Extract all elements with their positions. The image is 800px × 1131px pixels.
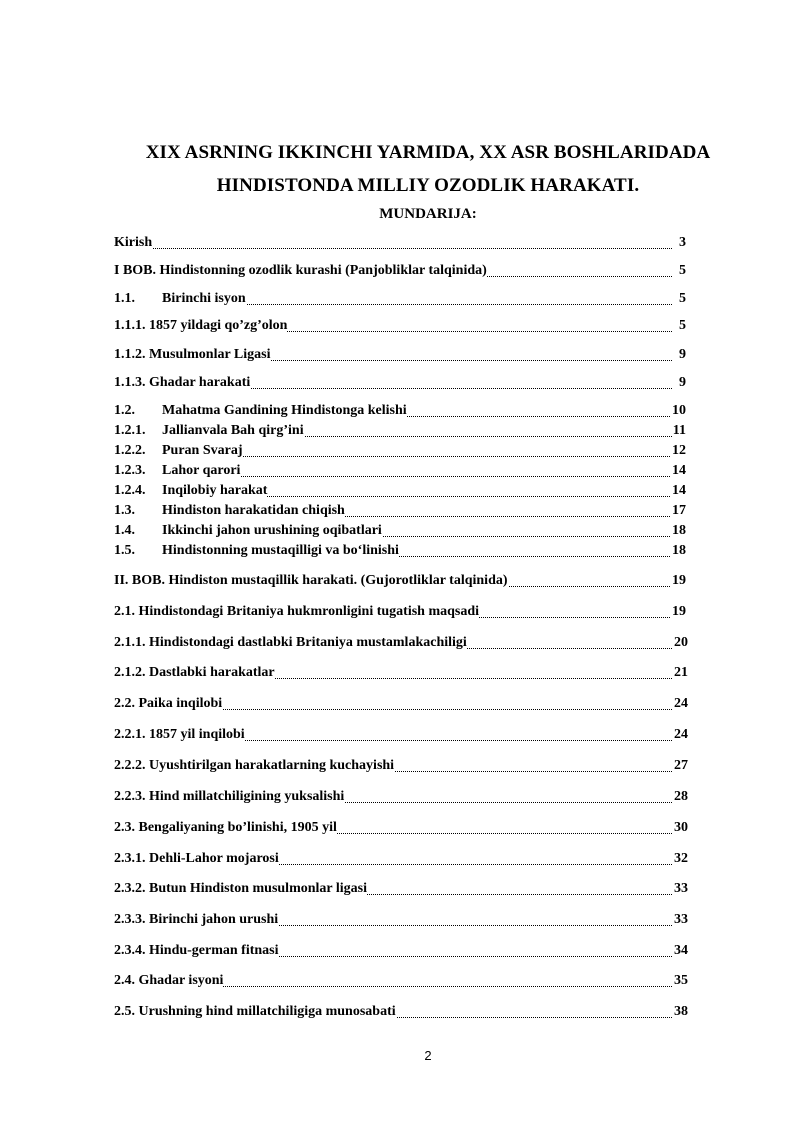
- toc-entry-label: [114, 235, 152, 250]
- toc-entry[interactable]: [114, 819, 688, 837]
- toc-entry-page: 11: [672, 423, 686, 438]
- toc-entry-text: Kirish: [114, 235, 153, 250]
- toc-entry-page: 28: [674, 789, 688, 804]
- toc-entry-number: 1.2.2.: [114, 443, 146, 458]
- toc-entry[interactable]: [114, 422, 686, 440]
- toc-entry-label: [114, 881, 367, 896]
- toc-dot-leader: [114, 248, 672, 249]
- toc-entry-page: 3: [679, 235, 686, 250]
- toc-entry-page: 32: [674, 851, 688, 866]
- toc-entry-text: Hindiston harakatidan chiqish: [162, 503, 345, 518]
- toc-entry[interactable]: [114, 634, 688, 652]
- toc-entry-text: Puran Svaraj: [162, 443, 243, 458]
- toc-entry[interactable]: [114, 726, 688, 744]
- toc-entry[interactable]: [114, 462, 686, 480]
- toc-entry[interactable]: [114, 402, 686, 420]
- toc-entry-number: 1.4.: [114, 523, 135, 538]
- toc-entry[interactable]: [114, 442, 686, 460]
- toc-entry-page: 5: [679, 263, 686, 278]
- toc-entry-page: 24: [674, 696, 688, 711]
- toc-entry-text: 2.3.4. Hindu-german fitnasi: [114, 943, 279, 958]
- toc-entry-label: [114, 665, 275, 680]
- toc-entry[interactable]: [114, 1003, 688, 1021]
- toc-entry[interactable]: [114, 482, 686, 500]
- toc-entry[interactable]: [114, 262, 686, 280]
- toc-entry-text: 2.3.3. Birinchi jahon urushi: [114, 912, 279, 927]
- toc-entry-text: 2.2.3. Hind millatchiligining yuksalishi: [114, 789, 345, 804]
- toc-entry-label: [114, 789, 344, 804]
- toc-entry-page: 34: [674, 943, 688, 958]
- toc-entry-text: 2.2. Paika inqilobi: [114, 696, 223, 711]
- toc-entry[interactable]: [114, 346, 686, 364]
- toc-entry-label: [114, 1004, 396, 1019]
- toc-entry-page: 33: [674, 912, 688, 927]
- page-number: 2: [424, 1048, 432, 1063]
- toc-entry-text: Jallianvala Bah qirg’ini: [162, 423, 304, 438]
- toc-entry-label: [114, 696, 222, 711]
- toc-entry-number: 1.5.: [114, 543, 135, 558]
- toc-entry-page: 30: [674, 820, 688, 835]
- toc-entry-label: [114, 727, 245, 742]
- toc-entry[interactable]: [114, 317, 686, 335]
- toc-entry-label: [114, 443, 243, 458]
- toc-entry[interactable]: [114, 942, 688, 960]
- toc-entry-page: 35: [674, 973, 688, 988]
- toc-entry-label: [114, 573, 508, 588]
- toc-entry-text: Hindistonning mustaqilligi va bo‘linishi: [162, 543, 399, 558]
- toc-entry-page: 14: [672, 483, 686, 498]
- toc-entry-label: [114, 973, 223, 988]
- toc-entry-label: [114, 423, 304, 438]
- toc-entry-text: 2.3.1. Dehli-Lahor mojarosi: [114, 851, 279, 866]
- toc-entry-page: 5: [679, 291, 686, 306]
- toc-entry-text: 2.5. Urushning hind millatchiligiga munosabati: [114, 1004, 396, 1019]
- toc-entry-label: [114, 851, 279, 866]
- toc-entry-page: 19: [672, 573, 686, 588]
- toc-entry-text: 1.1.1. 1857 yildagi qo’zg’olon: [114, 318, 288, 333]
- toc-entry-page: 38: [674, 1004, 688, 1019]
- toc-entry[interactable]: [114, 603, 686, 621]
- toc-heading: MUNDARIJA:: [379, 206, 477, 222]
- toc-entry-label: [114, 318, 287, 333]
- toc-entry-page: 10: [672, 403, 686, 418]
- toc-entry-page: 19: [672, 604, 686, 619]
- toc-entry[interactable]: [114, 542, 686, 560]
- toc-entry[interactable]: [114, 664, 688, 682]
- toc-entry-number: 1.1.: [114, 291, 135, 306]
- toc-entry-label: [114, 604, 479, 619]
- toc-entry[interactable]: [114, 374, 686, 392]
- toc-entry-page: 9: [679, 347, 686, 362]
- toc-entry-text: I BOB. Hindistonning ozodlik kurashi (Panjobliklar talqinida): [114, 263, 487, 278]
- toc-entry-text: 2.4. Ghadar isyoni: [114, 973, 224, 988]
- toc-entry-number: 1.2.3.: [114, 463, 146, 478]
- toc-entry-label: [114, 635, 467, 650]
- toc-entry-text: Inqilobiy harakat: [162, 483, 268, 498]
- toc-entry-text: 2.3.2. Butun Hindiston musulmonlar ligasi: [114, 881, 367, 896]
- toc-entry[interactable]: [114, 290, 686, 308]
- toc-entry-number: 1.3.: [114, 503, 135, 518]
- document-title-line-1: XIX ASRNING IKKINCHI YARMIDA, XX ASR BOSHLARIDADA: [145, 142, 711, 163]
- toc-entry-label: [114, 291, 246, 306]
- toc-entry-page: 17: [672, 503, 686, 518]
- toc-entry[interactable]: [114, 695, 688, 713]
- toc-entry-page: 27: [674, 758, 688, 773]
- toc-entry-label: [114, 375, 250, 390]
- toc-entry-label: [114, 820, 337, 835]
- toc-entry-text: 2.2.2. Uyushtirilgan harakatlarning kuchayishi: [114, 758, 395, 773]
- toc-entry-label: [114, 503, 345, 518]
- toc-entry[interactable]: [114, 522, 686, 540]
- toc-entry-text: Lahor qarori: [162, 463, 241, 478]
- toc-entry-number: 1.2.1.: [114, 423, 146, 438]
- toc-entry-label: [114, 758, 394, 773]
- toc-entry-text: Mahatma Gandining Hindistonga kelishi: [162, 403, 407, 418]
- toc-entry-text: 2.1. Hindistondagi Britaniya hukmronligini tugatish maqsadi: [114, 604, 480, 619]
- toc-entry-label: [114, 347, 271, 362]
- toc-entry-page: 18: [672, 523, 686, 538]
- toc-entry-label: [114, 463, 240, 478]
- toc-entry[interactable]: [114, 788, 688, 806]
- toc-entry-number: 1.2.: [114, 403, 135, 418]
- toc-entry-label: [114, 263, 487, 278]
- toc-entry-label: [114, 943, 279, 958]
- toc-entry-text: Birinchi isyon: [162, 291, 246, 306]
- toc-entry[interactable]: [114, 880, 688, 898]
- toc-entry-page: 33: [674, 881, 688, 896]
- document-title-line-2: HINDISTONDA MILLIY OZODLIK HARAKATI.: [216, 175, 640, 196]
- toc-entry-page: 21: [674, 665, 688, 680]
- toc-entry-text: II. BOB. Hindiston mustaqillik harakati. (Gujorotliklar talqinida): [114, 573, 508, 588]
- toc-entry[interactable]: [114, 972, 688, 990]
- toc-entry-text: 2.3. Bengaliyaning bo’linishi, 1905 yil: [114, 820, 337, 835]
- toc-entry[interactable]: [114, 234, 686, 252]
- toc-entry-text: 2.1.1. Hindistondagi dastlabki Britaniya mustamlakachiligi: [114, 635, 467, 650]
- toc-entry-page: 24: [674, 727, 688, 742]
- toc-entry[interactable]: [114, 911, 688, 929]
- toc-entry-text: Ikkinchi jahon urushining oqibatlari: [162, 523, 382, 538]
- toc-entry-label: [114, 543, 399, 558]
- toc-entry-page: 18: [672, 543, 686, 558]
- toc-entry-text: 1.1.3. Ghadar harakati: [114, 375, 251, 390]
- toc-entry-page: 9: [679, 375, 686, 390]
- toc-entry[interactable]: [114, 850, 688, 868]
- toc-entry-label: [114, 483, 267, 498]
- toc-entry[interactable]: [114, 502, 686, 520]
- toc-entry[interactable]: [114, 572, 686, 590]
- toc-entry-text: 2.1.2. Dastlabki harakatlar: [114, 665, 275, 680]
- toc-entry-text: 1.1.2. Musulmonlar Ligasi: [114, 347, 271, 362]
- toc-entry-number: 1.2.4.: [114, 483, 146, 498]
- toc-entry-label: [114, 912, 278, 927]
- toc-entry-text: 2.2.1. 1857 yil inqilobi: [114, 727, 245, 742]
- toc-entry-label: [114, 403, 407, 418]
- toc-entry[interactable]: [114, 757, 688, 775]
- toc-entry-label: [114, 523, 382, 538]
- toc-entry-page: 20: [674, 635, 688, 650]
- toc-entry-page: 14: [672, 463, 686, 478]
- toc-entry-page: 5: [679, 318, 686, 333]
- toc-entry-page: 12: [672, 443, 686, 458]
